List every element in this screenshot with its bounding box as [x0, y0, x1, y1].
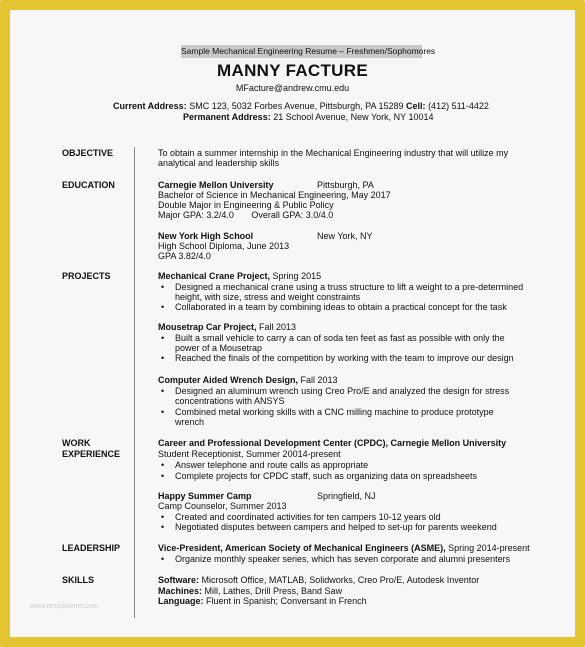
list-item: • Complete projects for CPDC staff, such as organizing data on spreadsheets [161, 471, 477, 481]
work-role: Student Receptionist, Summer 20014-present [158, 449, 341, 459]
list-item: • Built a small vehicle to carry a can of soda ten feet as fast as possible with only the [161, 333, 505, 343]
section-experience: EXPERIENCE [62, 449, 121, 459]
objective-text-line: To obtain a summer internship in the Mechanical Engineering industry that will utilize my [158, 148, 509, 158]
section-projects: PROJECTS [62, 271, 111, 281]
leadership-role: Vice-President, American Society of Mechanical Engineers (ASME), [158, 543, 446, 553]
bullet-icon: • [161, 460, 165, 470]
objective-text-line: analytical and leadership skills [158, 158, 280, 168]
watermark: www.templatenet.com [30, 603, 99, 610]
section-education: EDUCATION [62, 180, 115, 190]
project-title [158, 375, 338, 386]
document-banner: Sample Mechanical Engineering Resume – Freshmen/Sophomores [181, 46, 436, 56]
current-address-label: Current Address: [113, 101, 187, 111]
bullet-icon: • [161, 282, 165, 292]
work-role: Camp Counselor, Summer 2013 [158, 501, 287, 511]
bullet-icon: • [161, 386, 165, 396]
bullet-icon: • [161, 302, 165, 312]
permanent-address [183, 112, 434, 122]
list-item: • Designed a mechanical crane using a truss structure to lift a weight to a pre-determined [161, 282, 524, 292]
resume-name: MANNY FACTURE [217, 61, 368, 80]
bullet-icon: • [161, 554, 165, 564]
skills-language: Language: Fluent in Spanish; Conversant in French [158, 596, 367, 606]
project-date: Spring 2015 [270, 271, 322, 281]
education-gpa: GPA 3.82/4.0 [158, 251, 211, 261]
section-work: WORK [62, 438, 91, 448]
project-name: Mousetrap Car Project, [158, 322, 257, 332]
project-title [158, 271, 321, 282]
education-gpa: Major GPA: 3.2/4.0 Overall GPA: 3.0/4.0 [158, 210, 334, 220]
current-address-value: SMC 123, 5032 Forbes Avenue, Pittsburgh, PA 15289 [189, 101, 404, 111]
resume-email: MFacture@andrew.cmu.edu [235, 83, 350, 93]
list-item: • Collaborated in a team by combining ideas to obtain a practical concept for the task [161, 302, 507, 312]
list-item: • Created and coordinated activities for ten campers 10-12 years old [161, 512, 441, 522]
list-item-continuation: power of a Mousetrap [175, 343, 263, 353]
bullet-icon: • [161, 407, 165, 417]
education-detail: High School Diploma, June 2013 [158, 241, 290, 251]
education-school-cmu: Carnegie Mellon University [158, 180, 274, 190]
project-title [158, 322, 296, 333]
project-date: Fall 2013 [256, 322, 297, 332]
education-location-cmu: Pittsburgh, PA [317, 180, 374, 190]
section-objective: OBJECTIVE [62, 148, 114, 158]
bullet-icon: • [161, 353, 165, 363]
education-detail: Double Major in Engineering & Public Policy [158, 200, 334, 210]
education-detail: Bachelor of Science in Mechanical Engineering, May 2017 [158, 190, 391, 200]
project-name: Computer Aided Wrench Design, [158, 375, 299, 385]
education-school-nyhs: New York High School [158, 231, 254, 241]
permanent-address-label: Permanent Address: [183, 112, 271, 122]
cell-label: Cell: [406, 101, 426, 111]
bullet-icon: • [161, 471, 165, 481]
list-item: • Organize monthly speaker series, which has seven corporate and alumni presenters [161, 554, 511, 564]
bullet-icon: • [161, 333, 165, 343]
project-date: Fall 2013 [298, 375, 338, 385]
section-leadership: LEADERSHIP [62, 543, 121, 553]
work-employer: Career and Professional Development Center (CPDC), Carnegie Mellon University [158, 438, 507, 448]
list-item-continuation: wrench [175, 417, 205, 427]
list-item: • Answer telephone and route calls as appropriate [161, 460, 369, 470]
leadership-date: Spring 2014-present [445, 543, 530, 553]
education-location-nyhs: New York, NY [317, 231, 373, 241]
leadership-title [158, 543, 530, 554]
list-item-continuation: height, with size, stress and weight constraints [175, 292, 361, 302]
bullet-icon: • [161, 522, 165, 532]
section-divider-line [134, 147, 135, 618]
project-name: Mechanical Crane Project, [158, 271, 271, 281]
list-item: • Reached the finals of the competition by working with the team to improve our design [161, 353, 514, 363]
bullet-icon: • [161, 512, 165, 522]
work-location: Springfield, NJ [317, 491, 376, 501]
work-employer: Happy Summer Camp [158, 491, 252, 501]
list-item: • Combined metal working skills with a CNC milling machine to produce prototype [161, 407, 494, 417]
current-address [113, 101, 489, 111]
list-item-continuation: concentrations with ANSYS [175, 396, 285, 406]
list-item: • Designed an aluminum wrench using Creo Pro/E and analyzed the design for stress [161, 386, 510, 396]
cell-value: (412) 511-4422 [428, 101, 489, 111]
skills-software: Software: Microsoft Office, MATLAB, Solidworks, Creo Pro/E, Autodesk Inventor [158, 575, 480, 585]
skills-machines: Machines: Mill, Lathes, Drill Press, Band Saw [158, 586, 343, 596]
list-item: • Negotiated disputes between campers and helped to set-up for parents weekend [161, 522, 497, 532]
section-skills: SKILLS [62, 575, 95, 585]
permanent-address-value: 21 School Avenue, New York, NY 10014 [273, 112, 434, 122]
